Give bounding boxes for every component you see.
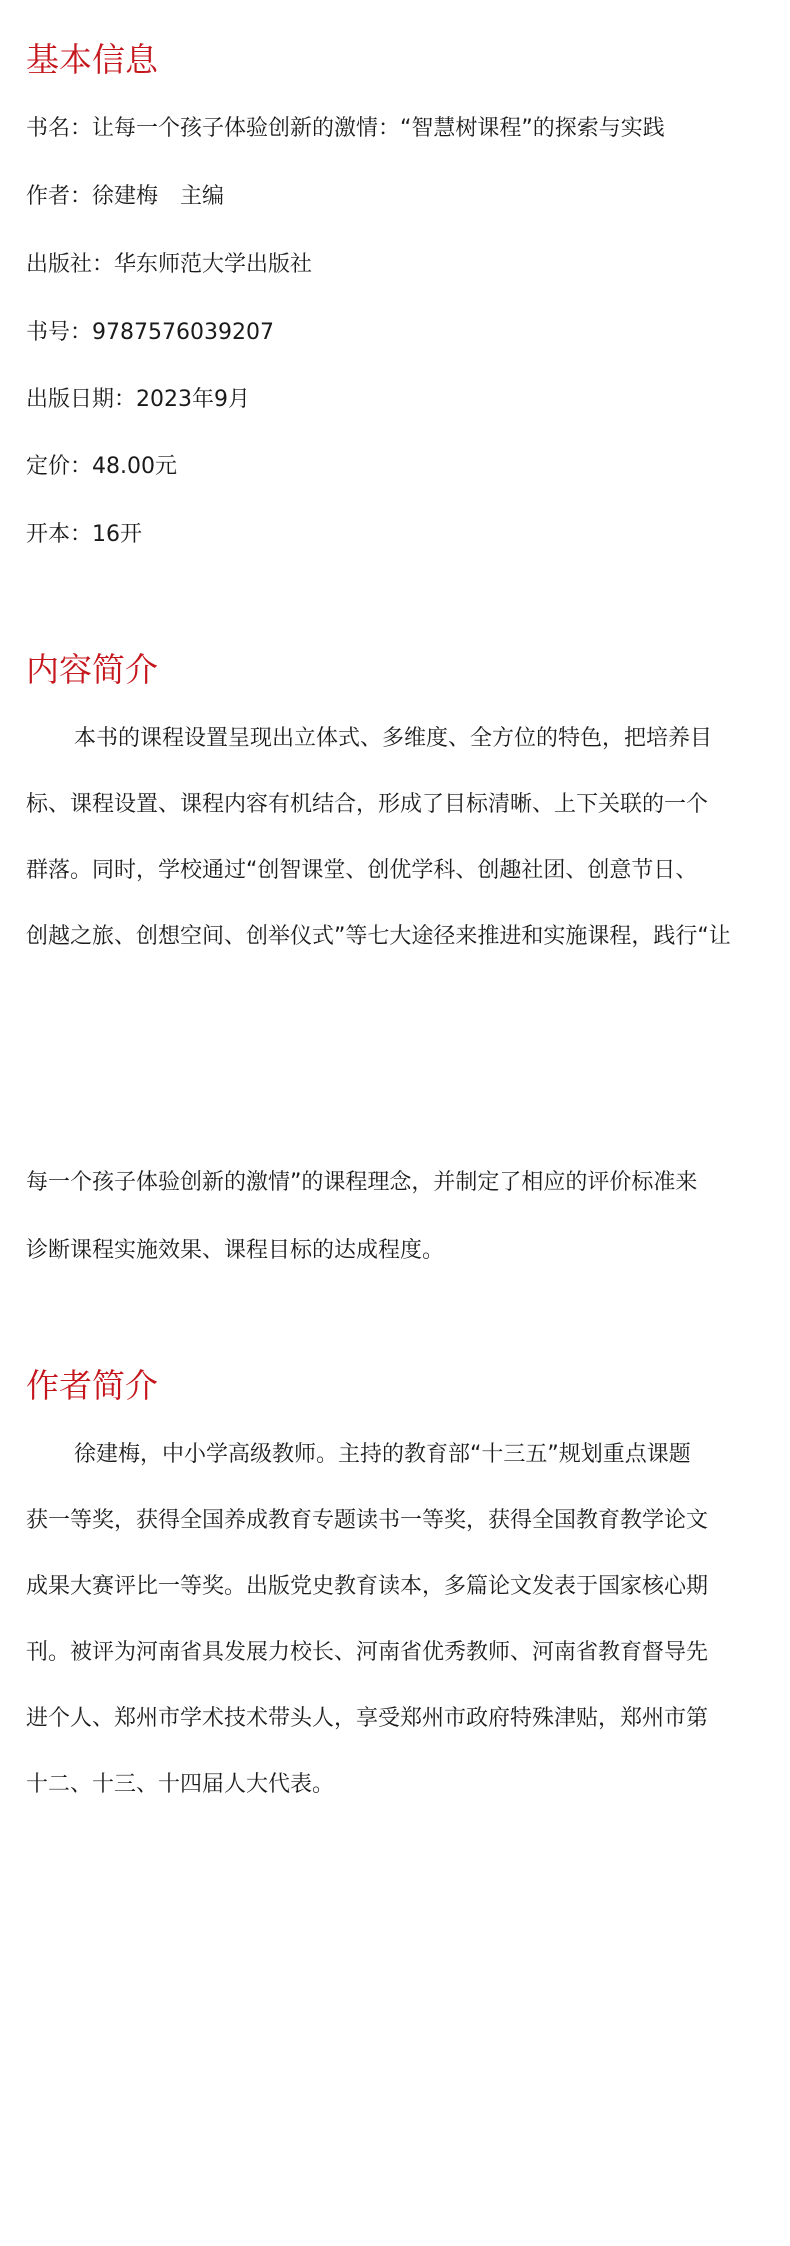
author-paragraph-line: 获一等奖，获得全国养成教育专题读书一等奖，获得全国教育教学论文 — [26, 1508, 709, 1533]
author-paragraph-line: 十二、十三、十四届人大代表。 — [26, 1772, 335, 1797]
price-line: 定价：48.00元 — [26, 454, 177, 479]
author-paragraph-line: 徐建梅，中小学高级教师。主持的教育部“十三五”规划重点课题 — [74, 1442, 691, 1467]
content-paragraph-line: 标、课程设置、课程内容有机结合，形成了目标清晰、上下关联的一个 — [26, 792, 709, 817]
isbn-line: 书号：9787576039207 — [26, 320, 274, 345]
book-title-line: 书名：让每一个孩子体验创新的激情：“智慧树课程”的探索与实践 — [26, 116, 665, 141]
basic-info-heading: 基本信息 — [26, 40, 158, 79]
author-paragraph-line: 刊。被评为河南省具发展力校长、河南省优秀教师、河南省教育督导先 — [26, 1640, 709, 1665]
content-paragraph-line: 本书的课程设置呈现出立体式、多维度、全方位的特色，把培养目 — [74, 726, 713, 751]
author-bio-heading: 作者简介 — [26, 1366, 158, 1405]
content-paragraph-line: 诊断课程实施效果、课程目标的达成程度。 — [26, 1238, 445, 1263]
author-paragraph-line: 成果大赛评比一等奖。出版党史教育读本，多篇论文发表于国家核心期 — [26, 1574, 709, 1599]
content-paragraph-line: 每一个孩子体验创新的激情”的课程理念，并制定了相应的评价标准来 — [26, 1170, 698, 1195]
content-paragraph-line: 创越之旅、创想空间、创举仪式”等七大途径来推进和实施课程，践行“让 — [26, 924, 731, 949]
publisher-line: 出版社：华东师范大学出版社 — [26, 252, 313, 277]
format-line: 开本：16开 — [26, 522, 142, 547]
author-line: 作者：徐建梅 主编 — [26, 184, 225, 209]
content-paragraph-line: 群落。同时，学校通过“创智课堂、创优学科、创趣社团、创意节日、 — [26, 858, 698, 883]
author-paragraph-line: 进个人、郑州市学术技术带头人，享受郑州市政府特殊津贴，郑州市第 — [26, 1706, 709, 1731]
publish-date-line: 出版日期：2023年9月 — [26, 387, 250, 412]
content-summary-heading: 内容简介 — [26, 650, 158, 689]
